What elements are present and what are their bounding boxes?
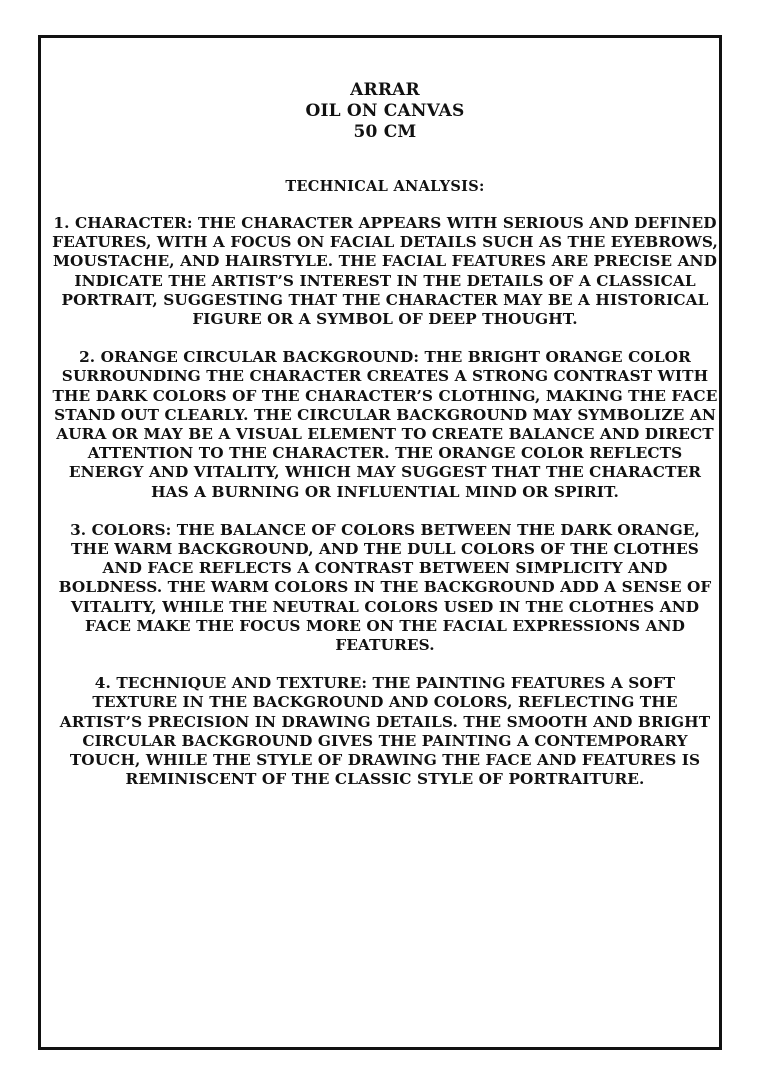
document-body xyxy=(50,80,720,808)
artwork-title: ARRAR xyxy=(350,80,420,100)
paragraph-character: 1. CHARACTER: THE CHARACTER APPEARS WITH SERIOUS AND DEFINED FEATURES, WITH A FOCUS ON FACIAL DETAILS SUCH AS THE EYEBROWS, MOUSTACHE, AND HAIRSTYLE. THE FACIAL FEATURES ARE PRECISE AND INDICATE THE ARTIST’S INTEREST IN THE DETAILS OF A CLASSICAL PORTRAIT, SUGGESTING THAT THE CHARACTER MAY BE A HISTORICAL FIGURE OR A SYMBOL OF DEEP THOUGHT. xyxy=(52,214,718,329)
artwork-heading xyxy=(50,80,720,143)
section-title: TECHNICAL ANALYSIS: xyxy=(285,178,485,195)
paragraph-colors: 3. COLORS: THE BALANCE OF COLORS BETWEEN THE DARK ORANGE, THE WARM BACKGROUND, AND THE DULL COLORS OF THE CLOTHES AND FACE REFLECTS A CONTRAST BETWEEN SIMPLICITY AND BOLDNESS. THE WARM COLORS IN THE BACKGROUND ADD A SENSE OF VITALITY, WHILE THE NEUTRAL COLORS USED IN THE CLOTHES AND FACE MAKE THE FOCUS MORE ON THE FACIAL EXPRESSIONS AND FEATURES. xyxy=(58,520,712,655)
paragraph-technique: 4. TECHNIQUE AND TEXTURE: THE PAINTING FEATURES A SOFT TEXTURE IN THE BACKGROUND AND COLORS, REFLECTING THE ARTIST’S PRECISION IN DRAWING DETAILS. THE SMOOTH AND BRIGHT CIRCULAR BACKGROUND GIVES THE PAINTING A CONTEMPORARY TOUCH, WHILE THE STYLE OF DRAWING THE FACE AND FEATURES IS REMINISCENT OF THE CLASSIC STYLE OF PORTRAITURE. xyxy=(59,674,711,789)
artwork-size: 50 CM xyxy=(353,122,417,142)
artwork-medium: OIL ON CANVAS xyxy=(305,101,465,121)
paragraph-background: 2. ORANGE CIRCULAR BACKGROUND: THE BRIGHT ORANGE COLOR SURROUNDING THE CHARACTER CREATES A STRONG CONTRAST WITH THE DARK COLORS OF THE CHARACTER’S CLOTHING, MAKING THE FACE STAND OUT CLEARLY. THE CIRCULAR BACKGROUND MAY SYMBOLIZE AN AURA OR MAY BE A VISUAL ELEMENT TO CREATE BALANCE AND DIRECT ATTENTION TO THE CHARACTER. THE ORANGE COLOR REFLECTS ENERGY AND VITALITY, WHICH MAY SUGGEST THAT THE CHARACTER HAS A BURNING OR INFLUENTIAL MIND OR SPIRIT. xyxy=(52,348,718,501)
